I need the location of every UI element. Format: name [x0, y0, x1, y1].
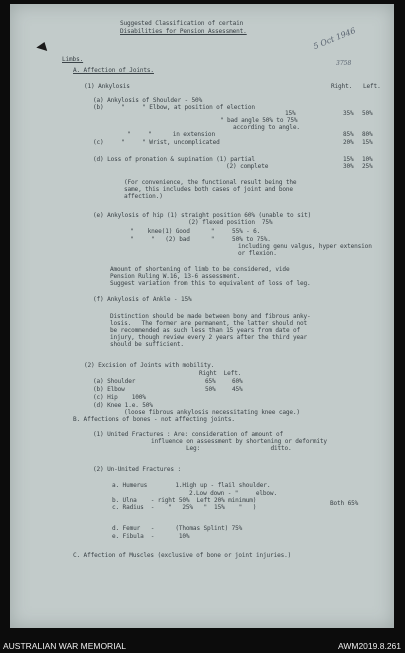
- document-title: Suggested Classification of certain: [120, 20, 244, 27]
- text-line: losis. The former are permanent, the latter should not: [110, 320, 308, 327]
- text-line: 15%: [285, 110, 296, 117]
- assessment-value: 30%: [343, 163, 354, 170]
- text-line: A. Affection of Joints.: [73, 67, 154, 74]
- text-line: (e) Ankylosis of hip (1) straight position 60% (unable to sit): [93, 212, 312, 219]
- assessment-value: 10%: [362, 156, 373, 163]
- footer-source: AUSTRALIAN WAR MEMORIAL: [3, 641, 126, 651]
- assessment-value: 35%: [343, 110, 354, 117]
- text-line: d. Femur - (Thomas Splint) 75%: [112, 525, 243, 532]
- assessment-value: 25%: [362, 163, 373, 170]
- text-line: (d) Loss of pronation & supination (1) partial: [93, 156, 255, 163]
- text-line: (c) Hip 100%: [93, 394, 146, 401]
- handwritten-date: 5 Oct 1946: [311, 25, 357, 52]
- assessment-value: 50%: [205, 386, 216, 393]
- assessment-value: 50%: [362, 110, 373, 117]
- text-line: a. Humerus 1.High up - flail shoulder.: [112, 482, 271, 489]
- text-line: " " (2) bad " 50% to 75%.: [130, 236, 271, 243]
- assessment-value: 65%: [205, 378, 216, 385]
- text-line: according to angle.: [233, 124, 300, 131]
- document-subtitle: Disabilities for Pension Assessment.: [120, 28, 247, 35]
- text-line: (2) flexed position 75%: [188, 219, 273, 226]
- text-line: c. Radius - " 25% " 15% " ): [112, 504, 257, 511]
- assessment-value: 20%: [343, 139, 354, 146]
- assessment-value: 15%: [343, 156, 354, 163]
- text-line: " " in extension: [127, 131, 215, 138]
- text-line: (loose fibrous ankylosis necessitating knee cage.): [124, 409, 300, 416]
- assessment-value: 45%: [232, 386, 243, 393]
- text-line: " knee(1) Good " 55% - 6.: [130, 228, 261, 235]
- text-line: or flexion.: [238, 250, 277, 257]
- text-line: (2) complete: [226, 163, 269, 170]
- assessment-value: Both 65%: [330, 500, 359, 507]
- text-line: Distinction should be made between bony and fibrous anky-: [110, 313, 311, 320]
- column-left-header: Left.: [363, 83, 381, 90]
- text-line: Pension Ruling W.16, 13-6 assessment.: [110, 273, 241, 280]
- text-line: same, this includes both cases of joint and bone: [124, 186, 293, 193]
- text-line: Suggest variation from this to equivalent of loss of leg.: [110, 280, 311, 287]
- handwritten-number: 3758: [336, 60, 352, 67]
- text-line: including genu valgus, hyper extension: [238, 243, 372, 250]
- text-line: Limbs.: [62, 56, 84, 63]
- text-line: (2) Un-United Fractures :: [93, 466, 181, 473]
- column-right-header: Right.: [331, 83, 353, 90]
- text-line: Amount of shortening of limb to be considered, vide: [110, 266, 290, 273]
- assessment-value: 60%: [232, 378, 243, 385]
- text-line: affection.): [124, 193, 163, 200]
- assessment-value: 15%: [362, 139, 373, 146]
- text-line: influence on assessment by shortening or deformity: [151, 438, 327, 445]
- text-line: e. Fibula - 10%: [112, 533, 190, 540]
- text-line: (1) Ankylosis: [84, 83, 130, 90]
- assessment-value: 85%: [343, 131, 354, 138]
- assessment-value: 80%: [362, 131, 373, 138]
- text-line: (For convenience, the functional result being the: [124, 179, 297, 186]
- text-line: (a) Shoulder: [93, 378, 136, 385]
- text-line: (2) Excision of Joints with mobility.: [84, 362, 215, 369]
- text-line: 2.Low down - " elbow.: [189, 490, 277, 497]
- text-line: (f) Ankylosis of Ankle - 15%: [93, 296, 192, 303]
- text-line: Leg: ditto.: [186, 445, 292, 452]
- text-line: (d) Knee 1.e. 50%: [93, 402, 153, 409]
- text-line: be recommended as such less than 15 years from date of: [110, 327, 301, 334]
- footer-reference: AWM2019.8.261: [338, 641, 401, 651]
- text-line: (1) United Fractures : Are: consideration of amount of: [93, 431, 284, 438]
- text-line: (b) Elbow: [93, 386, 125, 393]
- text-line: " bad angle 50% to 75%: [220, 117, 298, 124]
- text-line: (b) " " Elbow, at position of election: [93, 104, 255, 111]
- text-line: injury, though review every 2 years after the third year: [110, 334, 308, 341]
- text-line: (a) Ankylosis of Shoulder - 50%: [93, 97, 203, 104]
- text-line: C. Affection of Muscles (exclusive of bone or joint injuries.): [73, 552, 292, 559]
- text-line: (c) " " Wrist, uncomplicated: [93, 139, 220, 146]
- text-line: Right Left.: [199, 370, 242, 377]
- text-line: should be sufficient.: [110, 341, 184, 348]
- text-line: b. Ulna - right 50% Left 20% minimum): [112, 497, 257, 504]
- text-line: B. Affections of bones - not affecting joints.: [73, 416, 235, 423]
